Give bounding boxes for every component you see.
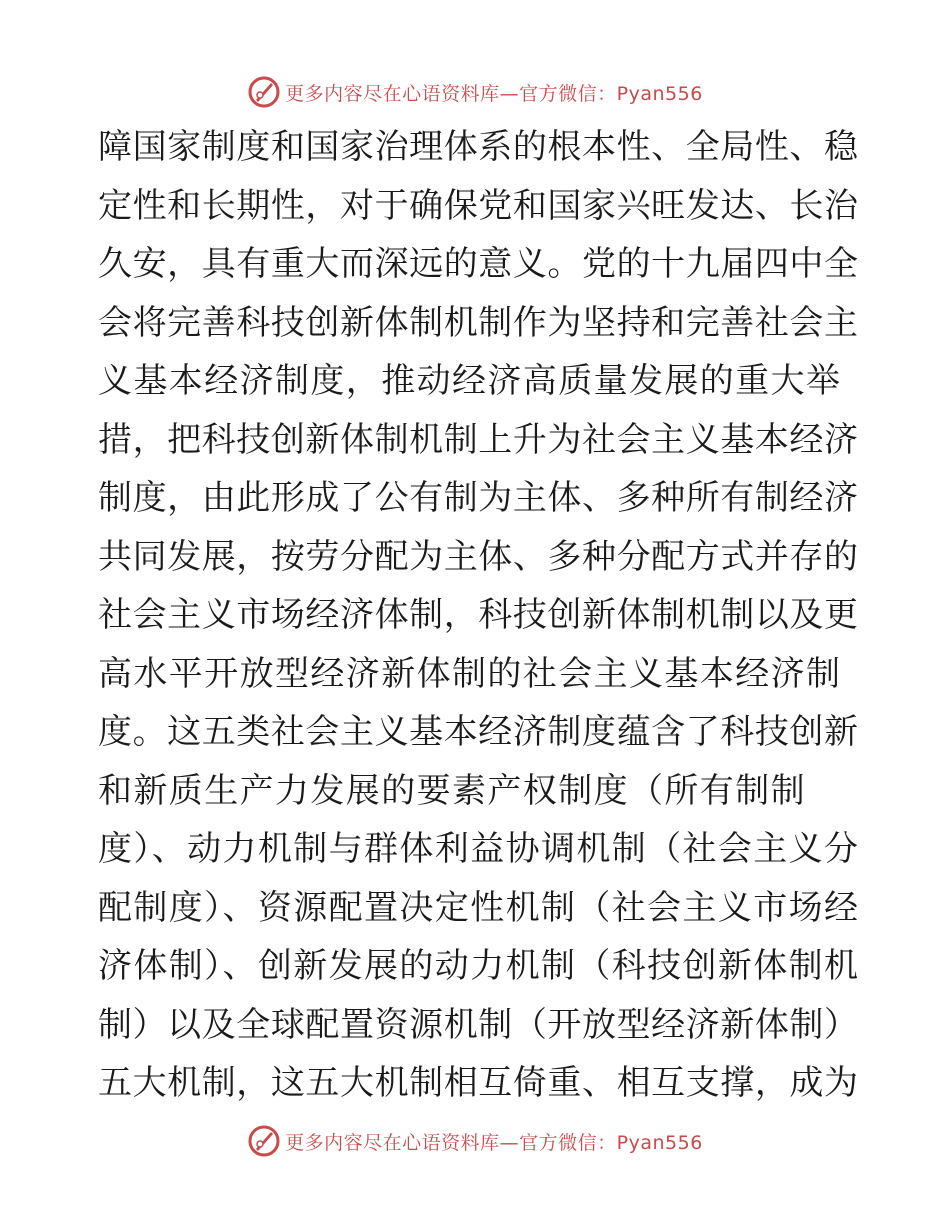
body-line: 度。这五类社会主义基本经济制度蕴含了科技创新 — [98, 712, 858, 752]
body-line: 五大机制，这五大机制相互倚重、相互支撑，成为 — [98, 1063, 858, 1103]
footer-watermark — [0, 1121, 950, 1161]
body-line: 义基本经济制度，推动经济高质量发展的重大举 — [98, 361, 842, 401]
quill-seal-icon — [247, 75, 281, 109]
body-line: 高水平开放型经济新体制的社会主义基本经济制 — [98, 653, 842, 694]
document-body — [98, 118, 858, 1113]
body-line: 社会主义市场经济体制，科技创新体制机制以及更 — [98, 595, 858, 635]
quill-seal-icon — [247, 1124, 281, 1158]
body-line: 久安，具有重大而深远的意义。党的十九届四中全 — [98, 244, 858, 284]
header-watermark — [0, 72, 950, 112]
body-line: 会将完善科技创新体制机制作为坚持和完善社会主 — [98, 302, 858, 343]
body-line: 定性和长期性，对于确保党和国家兴旺发达、长治 — [98, 185, 858, 226]
body-line: 共同发展，按劳分配为主体、多种分配方式并存的 — [98, 536, 858, 577]
body-line: 障国家制度和国家治理体系的根本性、全局性、稳 — [98, 127, 858, 167]
body-line: 和新质生产力发展的要素产权制度（所有制制 — [98, 770, 806, 811]
body-line: 配制度）、资源配置决定性机制（社会主义市场经 — [98, 887, 858, 928]
body-line: 济体制）、创新发展的动力机制（科技创新体制机 — [98, 946, 858, 986]
watermark-text: 更多内容尽在心语资料库—官方微信：Pyan556 — [285, 82, 703, 105]
body-line: 措，把科技创新体制机制上升为社会主义基本经济 — [98, 419, 858, 460]
body-line: 度）、动力机制与群体利益协调机制（社会主义分 — [98, 829, 858, 869]
body-line: 制度，由此形成了公有制为主体、多种所有制经济 — [98, 478, 858, 518]
watermark-text: 更多内容尽在心语资料库—官方微信：Pyan556 — [285, 1131, 703, 1154]
body-line: 制）以及全球配置资源机制（开放型经济新体制） — [98, 1004, 858, 1045]
